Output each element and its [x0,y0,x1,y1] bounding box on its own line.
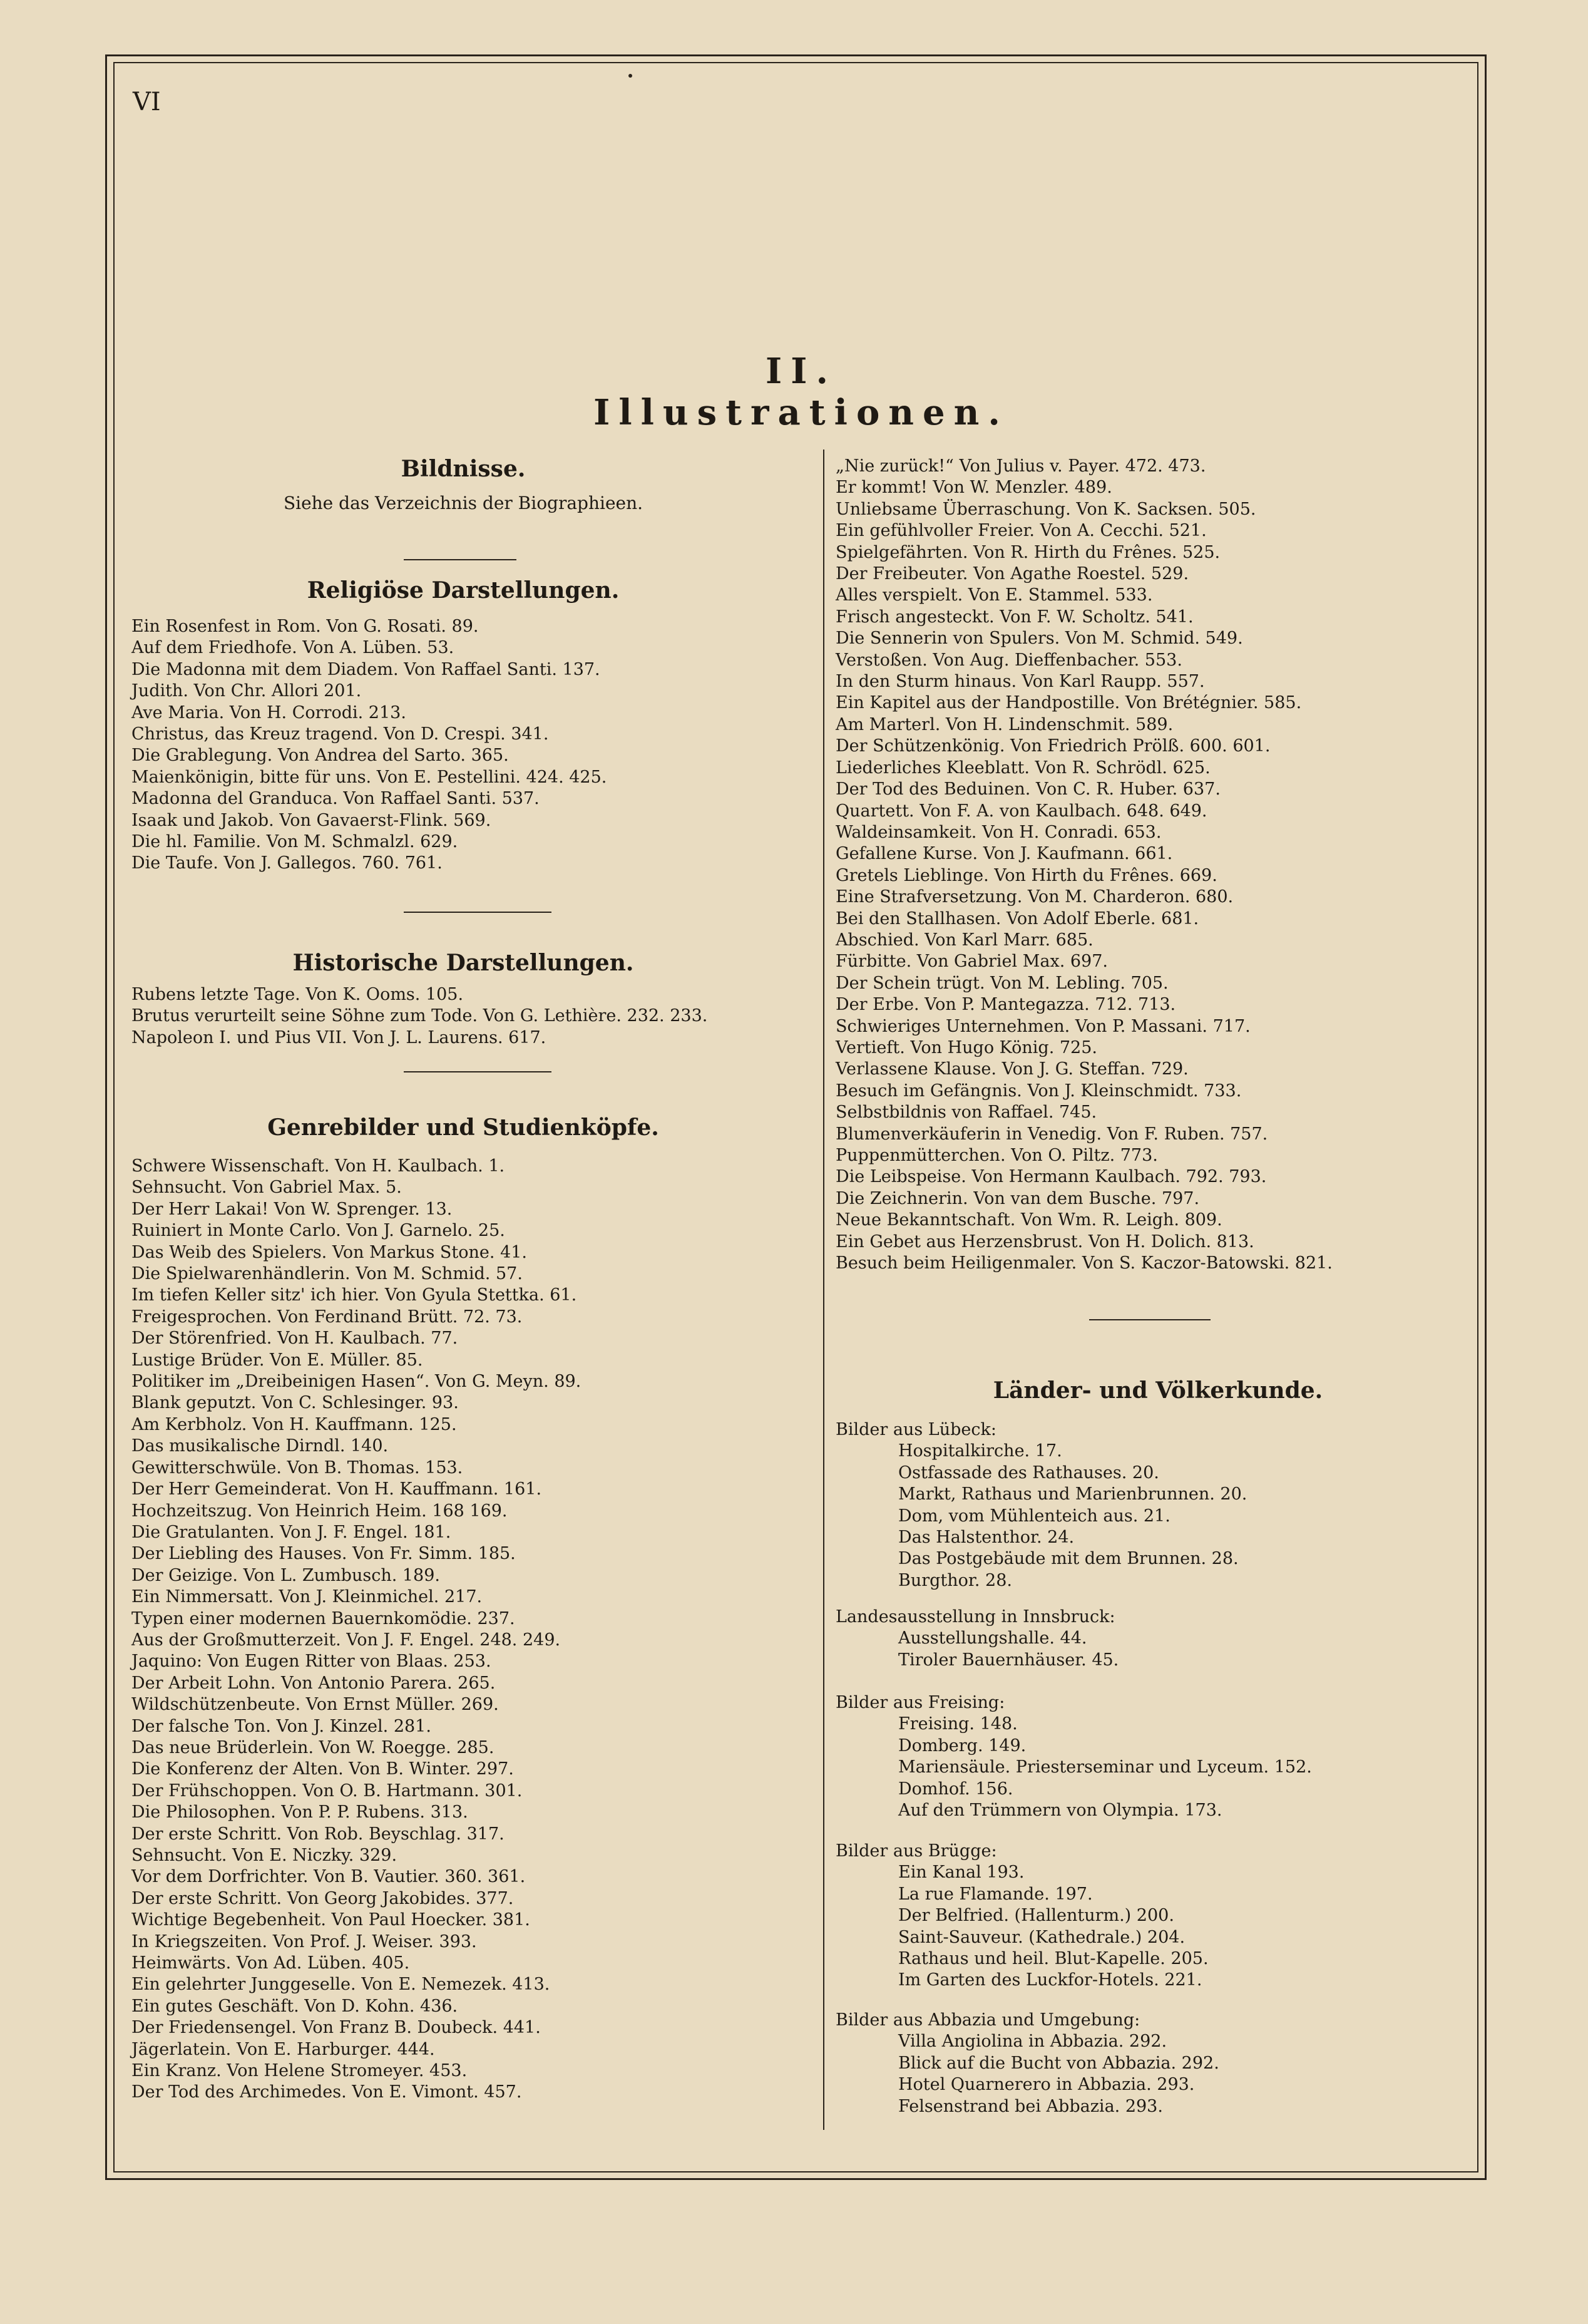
list-item: Am Kerbholz. Von H. Kauffmann. 125. [131,1414,457,1434]
list-item: Der Frühschoppen. Von O. B. Hartmann. 301. [131,1781,523,1801]
list-item: Napoleon I. und Pius VII. Von J. L. Laurens. 617. [131,1027,546,1047]
list-item: Judith. Von Chr. Allori 201. [131,681,362,701]
list-item: Ave Maria. Von H. Corrodi. 213. [131,702,406,722]
list-item: Vertieft. Von Hugo König. 725. [836,1037,1097,1057]
list-item: Er kommt! Von W. Menzler. 489. [836,478,1112,498]
group-list [898,1714,1312,1821]
list-item: Politiker im „Dreibeinigen Hasen“. Von G. Meyn. 89. [131,1372,581,1392]
heading-genre: Genrebilder und Studienköpfe. [267,1114,659,1141]
column-divider [823,450,824,2130]
list-item: Waldeinsamkeit. Von H. Conradi. 653. [836,822,1162,842]
genre-continued-list [836,456,1333,1274]
list-item: Besuch beim Heiligenmaler. Von S. Kaczor-Batowski. 821. [836,1253,1333,1273]
list-item: Das neue Brüderlein. Von W. Roegge. 285. [131,1737,494,1757]
list-item: Ein Rosenfest in Rom. Von G. Rosati. 89. [131,617,479,636]
list-item: Hotel Quarnerero in Abbazia. 293. [898,2075,1195,2095]
list-item: Der falsche Ton. Von J. Kinzel. 281. [131,1716,431,1736]
list-item: Ausstellungshalle. 44. [898,1628,1087,1648]
list-item: Sehnsucht. Von Gabriel Max. 5. [131,1178,402,1198]
list-item: Gretels Lieblinge. Von Hirth du Frênes. 669. [836,865,1217,885]
list-item: In den Sturm hinaus. Von Karl Raupp. 557. [836,672,1205,692]
list-item: Schwere Wissenschaft. Von H. Kaulbach. 1. [131,1156,505,1176]
list-item: Mariensäule. Priesterseminar und Lyceum. 152. [898,1757,1312,1777]
list-item: La rue Flamande. 197. [898,1884,1093,1904]
list-item: Besuch im Gefängnis. Von J. Kleinschmidt. 733. [836,1081,1242,1101]
list-item: Im Garten des Luckfor-Hotels. 221. [898,1970,1202,1990]
list-item: Der erste Schritt. Von Rob. Beyschlag. 317. [131,1824,505,1844]
list-item: Madonna del Granduca. Von Raffael Santi. 537. [131,789,540,809]
list-item: Alles verspielt. Von E. Stammel. 533. [836,585,1153,605]
list-item: Die Zeichnerin. Von van dem Busche. 797. [836,1188,1200,1208]
list-item: Felsenstrand bei Abbazia. 293. [898,2096,1163,2116]
list-item: Blick auf die Bucht von Abbazia. 292. [898,2053,1219,2073]
list-item: Ein Nimmersatt. Von J. Kleinmichel. 217. [131,1587,483,1607]
list-item: Frisch angesteckt. Von F. W. Scholtz. 541. [836,607,1194,627]
list-item: „Nie zurück!“ Von Julius v. Payer. 472. 473. [836,456,1206,476]
list-item: Ein Kanal 193. [898,1863,1025,1883]
group-list [898,1628,1119,1671]
list-item: Der Freibeuter. Von Agathe Roestel. 529. [836,564,1189,584]
list-item: Schwieriges Unternehmen. Von P. Massani. 717. [836,1016,1251,1036]
list-item: Verstoßen. Von Aug. Dieffenbacher. 553. [836,650,1182,670]
list-item: Markt, Rathaus und Marienbrunnen. 20. [898,1484,1247,1504]
list-item: Abschied. Von Karl Marr. 685. [836,930,1094,950]
list-item: Brutus verurteilt seine Söhne zum Tode. Von G. Lethière. 232. 233. [131,1006,708,1026]
group-list [898,1862,1209,1991]
list-item: Das Halstenthor. 24. [898,1528,1075,1548]
list-item: Am Marterl. Von H. Lindenschmit. 589. [836,714,1174,734]
heading-religioese: Religiöse Darstellungen. [307,577,620,604]
list-item: Blumenverkäuferin in Venedig. Von F. Ruben. 757. [836,1124,1268,1144]
list-item: Fürbitte. Von Gabriel Max. 697. [836,952,1108,972]
list-item: Der Arbeit Lohn. Von Antonio Parera. 265. [131,1673,496,1693]
list-item: Der Tod des Beduinen. Von C. R. Huber. 637. [836,779,1221,800]
page-title: II. Illustrationen. [593,351,1009,433]
list-item: Eine Strafversetzung. Von M. Charderon. 680. [836,887,1234,907]
list-item: Selbstbildnis von Raffael. 745. [836,1103,1097,1123]
list-item: Der Geizige. Von L. Zumbusch. 189. [131,1565,441,1585]
list-item: Der Tod des Archimedes. Von E. Vimont. 457. [131,2082,522,2102]
list-item: Freising. 148. [898,1714,1018,1734]
heading-historische: Historische Darstellungen. [292,950,634,976]
list-item: Das musikalische Dirndl. 140. [131,1436,389,1456]
historische-list [131,984,707,1049]
list-item: Das Postgebäude mit dem Brunnen. 28. [898,1549,1239,1569]
list-item: Lustige Brüder. Von E. Müller. 85. [131,1350,423,1370]
list-item: Vor dem Dorfrichter. Von B. Vautier. 360. 361. [131,1867,526,1887]
list-item: Freigesprochen. Von Ferdinand Brütt. 72. 73. [131,1307,523,1327]
list-item: Im tiefen Keller sitz' ich hier. Von Gyula Stettka. 61. [131,1285,577,1305]
list-item: Tiroler Bauernhäuser. 45. [898,1650,1119,1670]
list-item: Verlassene Klause. Von J. G. Steffan. 729. [836,1059,1189,1079]
list-item: Gewitterschwüle. Von B. Thomas. 153. [131,1458,463,1478]
list-item: Jaquino: Von Eugen Ritter von Blaas. 253. [131,1652,491,1672]
list-item: Wildschützenbeute. Von Ernst Müller. 269. [131,1695,499,1715]
religioese-list [131,616,607,875]
list-item: Der Schützenkönig. Von Friedrich Prölß. 600. 601. [836,736,1271,756]
list-item: Die Spielwarenhändlerin. Von M. Schmid. 57. [131,1264,523,1284]
list-item: Aus der Großmutterzeit. Von J. F. Engel. 248. 249. [131,1630,561,1650]
list-item: Jägerlatein. Von E. Harburger. 444. [131,2039,435,2059]
list-item: Spielgefährten. Von R. Hirth du Frênes. 525. [836,542,1221,562]
list-item: Villa Angiolina in Abbazia. 292. [898,2032,1167,2052]
list-item: Rubens letzte Tage. Von K. Ooms. 105. [131,985,464,1004]
genre-list [131,1156,581,2104]
list-item: Unliebsame Überraschung. Von K. Sacksen. 505. [836,499,1256,519]
list-item: Gefallene Kurse. Von J. Kaufmann. 661. [836,844,1173,864]
list-item: Die Leibspeise. Von Hermann Kaulbach. 792. 793. [836,1167,1267,1187]
list-item: Die Madonna mit dem Diadem. Von Raffael Santi. 137. [131,659,600,679]
list-item: Ein Kapitel aus der Handpostille. Von Brétégnier. 585. [836,693,1302,713]
list-item: Die Philosophen. Von P. P. Rubens. 313. [131,1802,468,1823]
list-item: Die Konferenz der Alten. Von B. Winter. 297. [131,1759,514,1779]
list-item: Liederliches Kleeblatt. Von R. Schrödl. 625. [836,758,1211,778]
list-item: Ein Gebet aus Herzensbrust. Von H. Dolich. 813. [836,1231,1254,1252]
list-item: Der Erbe. Von P. Mantegazza. 712. 713. [836,995,1176,1015]
list-item: Domhof. 156. [898,1779,1013,1799]
list-item: Ostfassade des Rathauses. 20. [898,1463,1159,1483]
list-item: Burgthor. 28. [898,1570,1012,1590]
list-item: Christus, das Kreuz tragend. Von D. Crespi. 341. [131,724,549,744]
list-item: Ein gutes Geschäft. Von D. Kohn. 436. [131,1996,458,2016]
separator [1089,1319,1211,1320]
list-item: Der erste Schritt. Von Georg Jakobides. 377. [131,1888,514,1908]
list-item: Saint-Sauveur. (Kathedrale.) 204. [898,1927,1186,1947]
list-item: Der Friedensengel. Von Franz B. Doubeck. 441. [131,2018,541,2038]
list-item: Ein Kranz. Von Helene Stromeyer. 453. [131,2061,468,2081]
list-item: Heimwärts. Von Ad. Lüben. 405. [131,1953,410,1973]
list-item: Puppenmütterchen. Von O. Piltz. 773. [836,1146,1158,1165]
list-item: Die Sennerin von Spulers. Von M. Schmid. 549. [836,629,1243,649]
list-item: Ruiniert in Monte Carlo. Von J. Garnelo. 25. [131,1221,505,1241]
group-list [898,1441,1247,1591]
list-item: Typen einer modernen Bauernkomödie. 237. [131,1608,515,1628]
list-item: Dom, vom Mühlenteich aus. 21. [898,1506,1171,1526]
group-title: Bilder aus Brügge: [836,1841,997,1861]
group-title: Landesausstellung in Innsbruck: [836,1607,1115,1627]
list-item: Quartett. Von F. A. von Kaulbach. 648. 649. [836,801,1207,821]
print-speck [628,74,632,78]
list-item: Domberg. 149. [898,1735,1027,1756]
list-item: Ein gefühlvoller Freier. Von A. Cecchi. 521. [836,521,1207,541]
group-list [898,2031,1219,2117]
group-title: Bilder aus Abbazia und Umgebung: [836,2010,1140,2030]
list-item: Blank geputzt. Von C. Schlesinger. 93. [131,1393,459,1413]
separator [404,912,551,913]
list-item: Neue Bekanntschaft. Von Wm. R. Leigh. 809. [836,1210,1222,1230]
list-item: Die Gratulanten. Von J. F. Engel. 181. [131,1522,451,1542]
heading-bildnisse: Bildnisse. [401,456,526,482]
heading-laender: Länder- und Völkerkunde. [993,1377,1323,1404]
list-item: Rathaus und heil. Blut-Kapelle. 205. [898,1949,1209,1969]
list-item: Der Belfried. (Hallenturm.) 200. [898,1906,1174,1926]
separator [404,1071,551,1072]
list-item: Der Herr Lakai! Von W. Sprenger. 13. [131,1199,453,1219]
list-item: Auf den Trümmern von Olympia. 173. [898,1801,1222,1821]
list-item: Die hl. Familie. Von M. Schmalzl. 629. [131,832,458,852]
list-item: Bei den Stallhasen. Von Adolf Eberle. 681. [836,908,1199,928]
list-item: Der Störenfried. Von H. Kaulbach. 77. [131,1329,458,1349]
page-number: VI [133,88,161,116]
list-item: Sehnsucht. Von E. Niczky. 329. [131,1846,397,1865]
list-item: Der Liebling des Hauses. Von Fr. Simm. 185. [131,1544,516,1564]
bildnisse-note: Siehe das Verzeichnis der Biographieen. [283,493,643,513]
list-item: Hospitalkirche. 17. [898,1441,1062,1461]
list-item: In Kriegszeiten. Von Prof. J. Weiser. 393. [131,1931,477,1951]
group-title: Bilder aus Lübeck: [836,1420,996,1439]
list-item: Der Schein trügt. Von M. Lebling. 705. [836,973,1169,993]
list-item: Die Taufe. Von J. Gallegos. 760. 761. [131,853,443,873]
list-item: Das Weib des Spielers. Von Markus Stone. 41. [131,1242,528,1262]
list-item: Der Herr Gemeinderat. Von H. Kauffmann. 161. [131,1479,542,1499]
list-item: Hochzeitszug. Von Heinrich Heim. 168 169. [131,1501,508,1521]
list-item: Wichtige Begebenheit. Von Paul Hoecker. 381. [131,1910,530,1930]
separator [404,559,516,560]
list-item: Isaak und Jakob. Von Gavaerst-Flink. 569. [131,810,491,830]
list-item: Die Grablegung. Von Andrea del Sarto. 365. [131,746,509,766]
list-item: Auf dem Friedhofe. Von A. Lüben. 53. [131,638,454,658]
group-title: Bilder aus Freising: [836,1693,1005,1712]
list-item: Maienkönigin, bitte für uns. Von E. Pestellini. 424. 425. [131,767,607,787]
list-item: Ein gelehrter Junggeselle. Von E. Nemezek. 413. [131,1975,550,1995]
